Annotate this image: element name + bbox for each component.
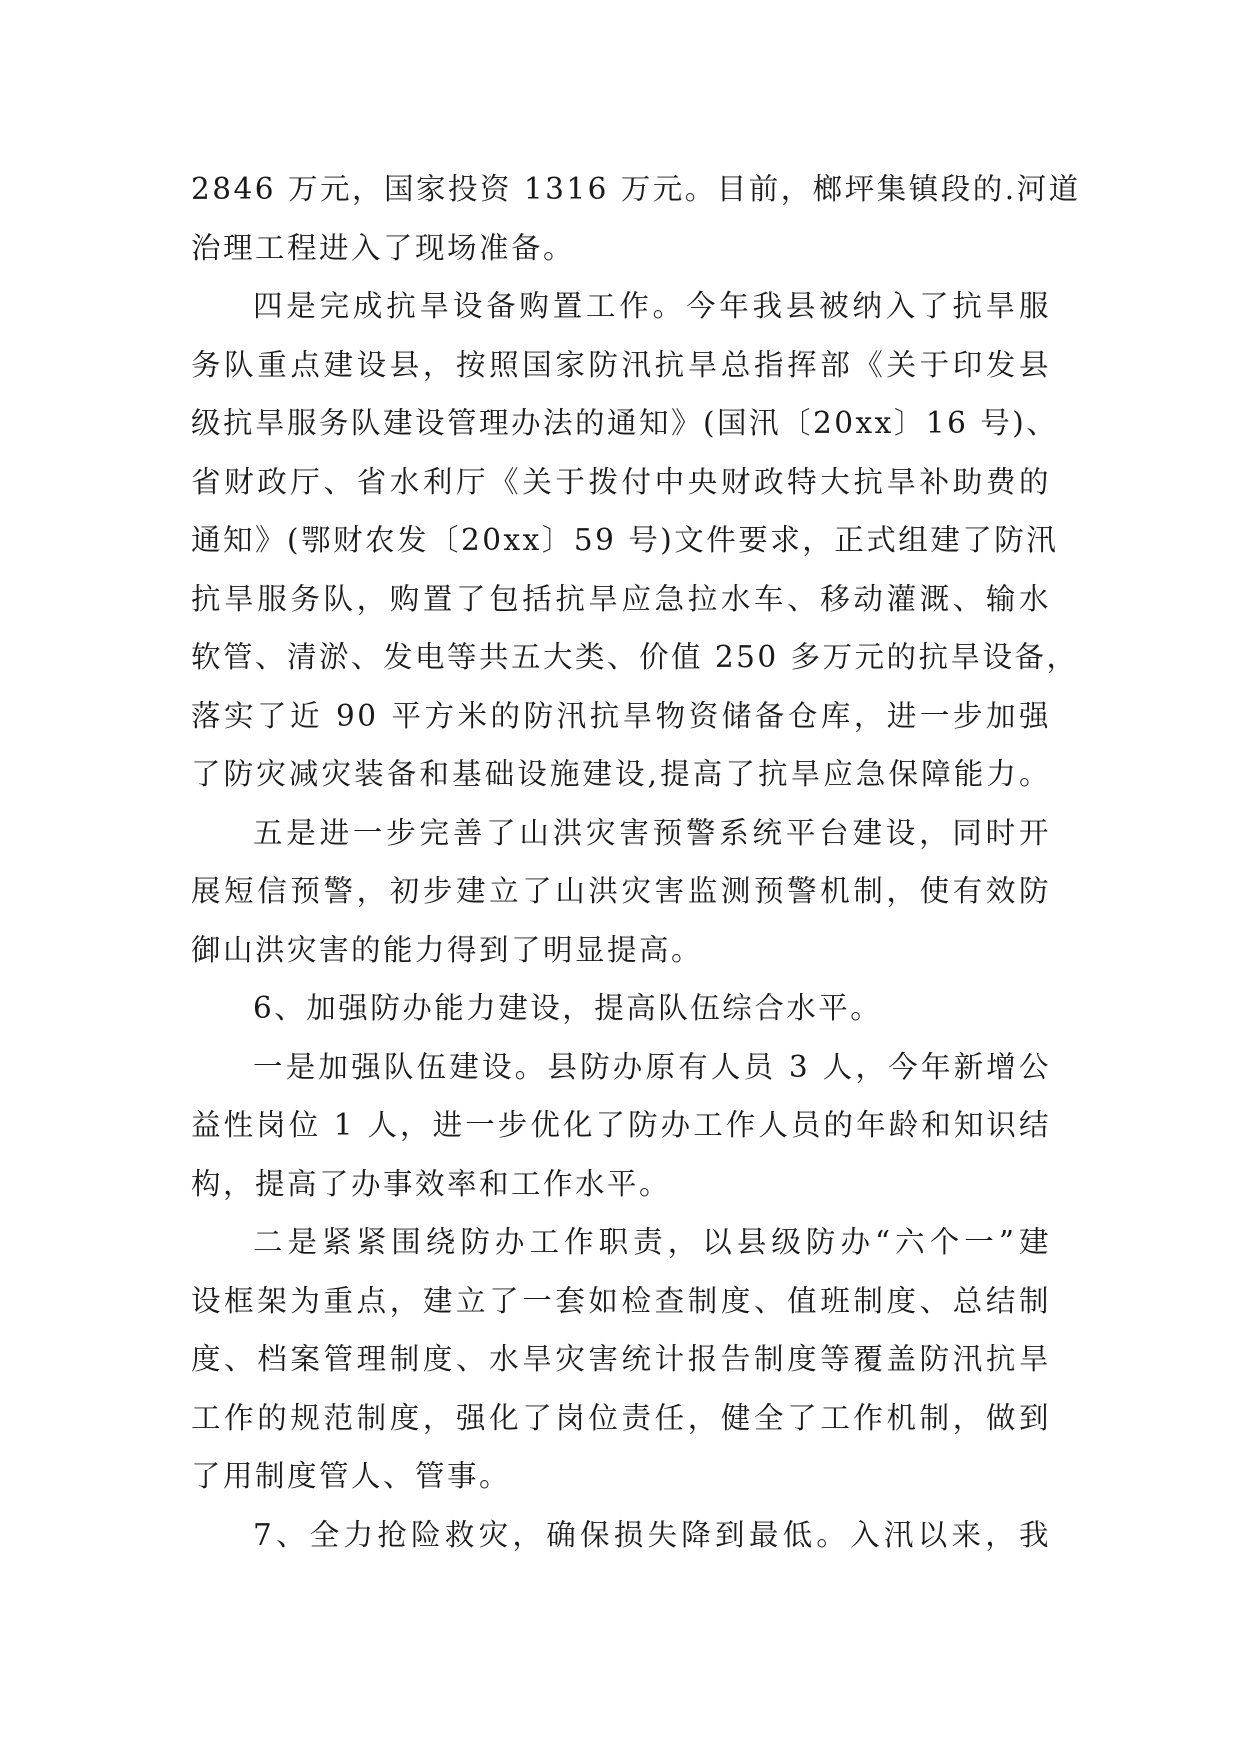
document-body	[191, 160, 1081, 1564]
text-line: 构，提高了办事效率和工作水平。	[191, 1166, 672, 1201]
text-line: 四是完成抗旱设备购置工作。今年我县被纳入了抗旱服	[253, 289, 1051, 323]
text-line: 治理工程进入了现场准备。	[191, 230, 576, 265]
text-line: 软管、清淤、发电等共五大类、价值 250 多万元的抗旱设备，	[191, 640, 1079, 674]
text-line: 6、加强防办能力建设，提高队伍综合水平。	[253, 991, 883, 1025]
text-line: 二是紧紧围绕防办工作职责，以县级防办“六个一”建	[253, 1225, 1051, 1259]
text-line: 五是进一步完善了山洪灾害预警系统平台建设，同时开	[253, 815, 1051, 850]
text-line: 省财政厅、省水利厅《关于拨付中央财政特大抗旱补助费的	[191, 464, 1051, 499]
text-line: 了用制度管人、管事。	[191, 1459, 512, 1493]
text-line: 抗旱服务队，购置了包括抗旱应急拉水车、移动灌溉、输水	[191, 581, 1051, 616]
text-line: 了防灾减灾装备和基础设施建设,提高了抗旱应急保障能力。	[191, 757, 1051, 791]
text-line: 落实了近 90 平方米的防汛抗旱物资储备仓库，进一步加强	[191, 698, 1051, 733]
text-line: 设框架为重点，建立了一套如检查制度、值班制度、总结制	[191, 1283, 1051, 1318]
text-line: 7、全力抢险救灾，确保损失降到最低。入汛以来，我	[253, 1517, 1051, 1552]
text-line: 级抗旱服务队建设管理办法的通知》(国汛〔20xx〕16 号)、	[191, 406, 1059, 440]
text-line: 通知》(鄂财农发〔20xx〕59 号)文件要求，正式组建了防汛	[191, 523, 1059, 557]
text-line: 2846 万元，国家投资 1316 万元。目前，榔坪集镇段的.河道	[191, 172, 1081, 206]
text-line: 度、档案管理制度、水旱灾害统计报告制度等覆盖防汛抗旱	[191, 1342, 1051, 1376]
text-line: 御山洪灾害的能力得到了明显提高。	[191, 932, 704, 967]
text-line: 务队重点建设县，按照国家防汛抗旱总指挥部《关于印发县	[191, 347, 1051, 382]
text-line: 工作的规范制度，强化了岗位责任，健全了工作机制，做到	[191, 1400, 1051, 1435]
text-line: 展短信预警，初步建立了山洪灾害监测预警机制，使有效防	[191, 874, 1051, 908]
text-line: 一是加强队伍建设。县防办原有人员 3 人，今年新增公	[253, 1049, 1051, 1084]
text-line: 益性岗位 1 人，进一步优化了防办工作人员的年龄和知识结	[191, 1108, 1051, 1142]
